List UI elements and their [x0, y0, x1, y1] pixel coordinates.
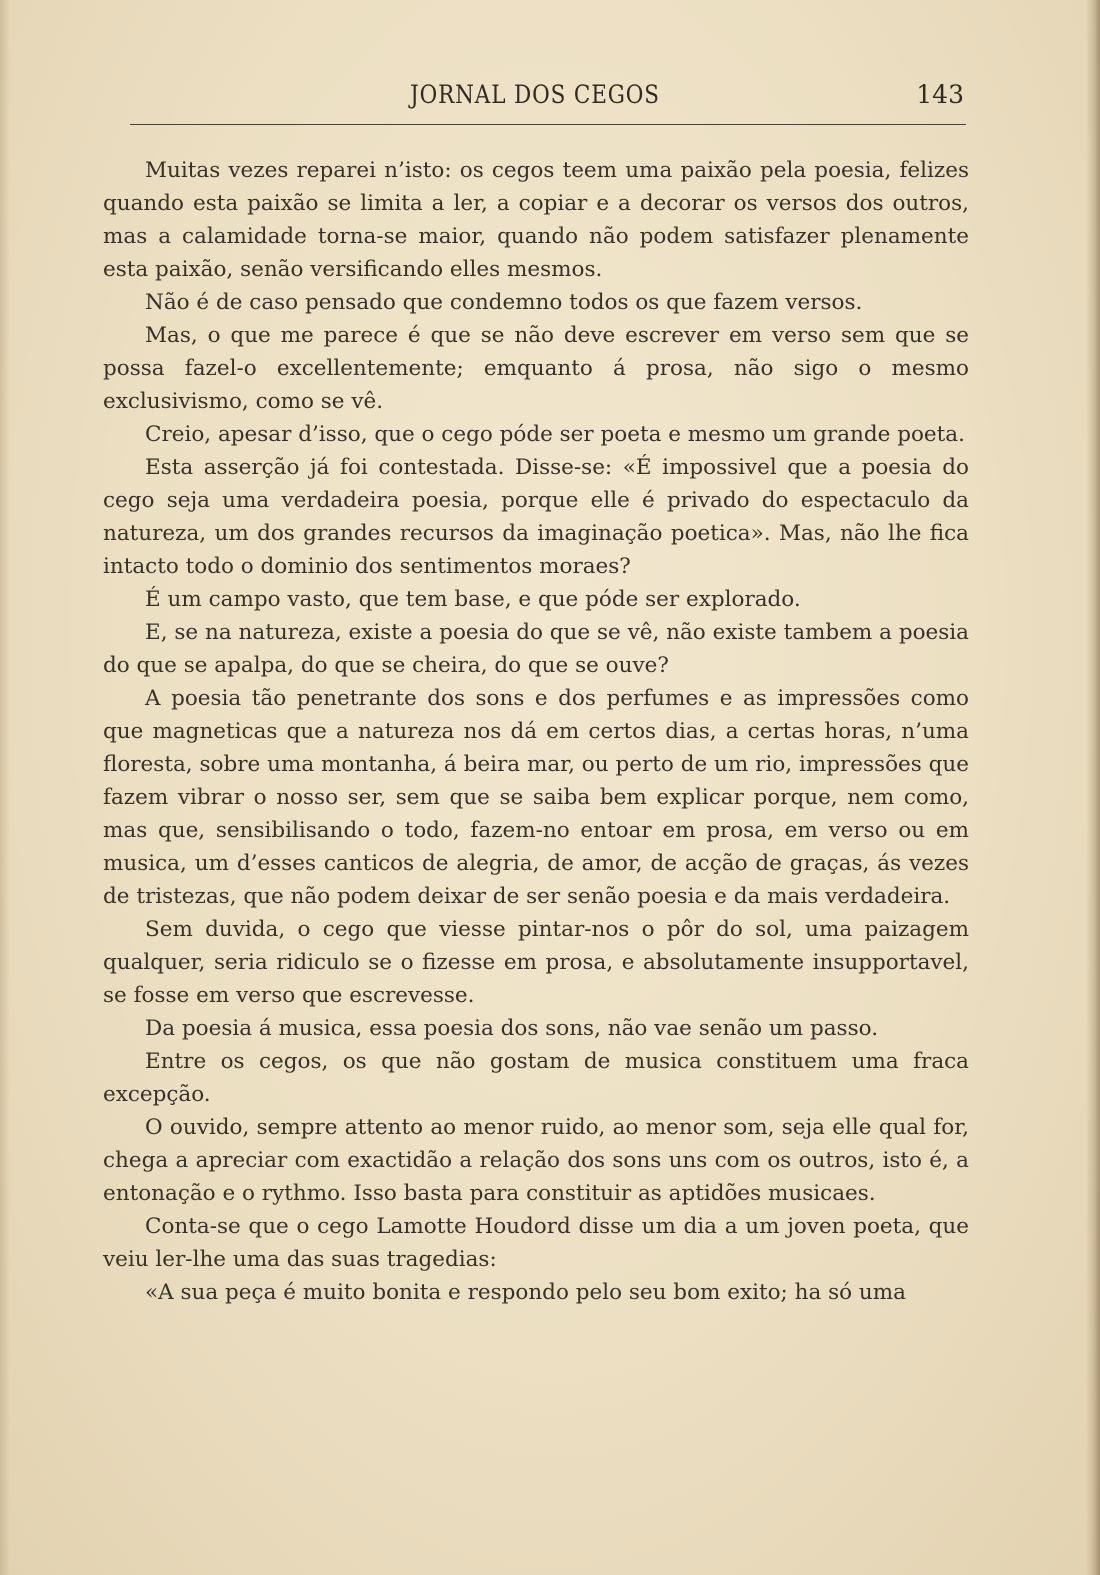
paragraph: Creio, apesar d’isso, que o cego póde ser poeta e mesmo um grande poeta. — [145, 422, 965, 447]
paragraph: Entre os cegos, os que não gostam de musica constituem uma fraca excepção. — [103, 1049, 969, 1107]
paragraph: Mas, o que me parece é que se não deve escrever em verso sem que se possa fazel-o excellentemente; emquanto á prosa, não sigo o mesmo exclusivismo, como se vê. — [103, 323, 969, 414]
paragraph: E, se na natureza, existe a poesia do que se vê, não existe tambem a poesia do que se apalpa, do que se cheira, do que se ouve? — [103, 620, 969, 678]
paragraph: Da poesia á musica, essa poesia dos sons, não vae senão um passo. — [145, 1016, 879, 1041]
paragraph: «A sua peça é muito bonita e respondo pelo seu bom exito; ha só uma — [145, 1280, 906, 1305]
paragraph: É um campo vasto, que tem base, e que póde ser explorado. — [145, 587, 801, 612]
body-text — [103, 154, 969, 1309]
running-title: JORNAL DOS CEGOS — [410, 80, 660, 109]
paragraph: Esta asserção já foi contestada. Disse-se: «É impossivel que a poesia do cego seja uma verdadeira poesia, porque elle é privado do espectaculo da natureza, um dos grandes recursos da imaginação poetica». Mas, não lhe fica intacto todo o dominio dos sentimentos moraes? — [103, 455, 969, 579]
running-header — [102, 76, 968, 116]
paragraph: Sem duvida, o cego que viesse pintar-nos o pôr do sol, uma paizagem qualquer, seria ridiculo se o fizesse em prosa, e absolutamente insupportavel, se fosse em verso que escrevesse. — [103, 917, 969, 1008]
page-right-edge-shadow — [1086, 0, 1100, 1575]
paragraph: Conta-se que o cego Lamotte Houdord disse um dia a um joven poeta, que veiu ler-lhe uma das suas tragedias: — [103, 1214, 969, 1272]
paragraph: A poesia tão penetrante dos sons e dos perfumes e as impressões como que magneticas que a natureza nos dá em certos dias, a certas horas, n’uma floresta, sobre uma montanha, á beira mar, ou perto de um rio, impressões que fazem vibrar o nosso ser, sem que se saiba bem explicar porque, nem como, mas que, sensibilisando o todo, fazem-no entoar em prosa, em verso ou em musica, um d’esses canticos de alegria, de amor, de acção de graças, ás vezes de tristezas, que não podem deixar de ser senão poesia e da mais verdadeira. — [103, 686, 969, 909]
page-number: 143 — [916, 80, 964, 109]
paragraph: Muitas vezes reparei n’isto: os cegos teem uma paixão pela poesia, felizes quando esta paixão se limita a ler, a copiar e a decorar os versos dos outros, mas a calamidade torna-se maior, quando não podem satisfazer plenamente esta paixão, senão versificando elles mesmos. — [103, 158, 969, 282]
header-rule — [130, 124, 966, 125]
paragraph: Não é de caso pensado que condemno todos os que fazem versos. — [145, 290, 863, 315]
page-left-edge-shadow — [0, 0, 10, 1575]
paragraph: O ouvido, sempre attento ao menor ruido, ao menor som, seja elle qual for, chega a apreciar com exactidão a relação dos sons uns com os outros, isto é, a entonação e o rythmo. Isso basta para constituir as aptidões musicaes. — [103, 1115, 969, 1206]
